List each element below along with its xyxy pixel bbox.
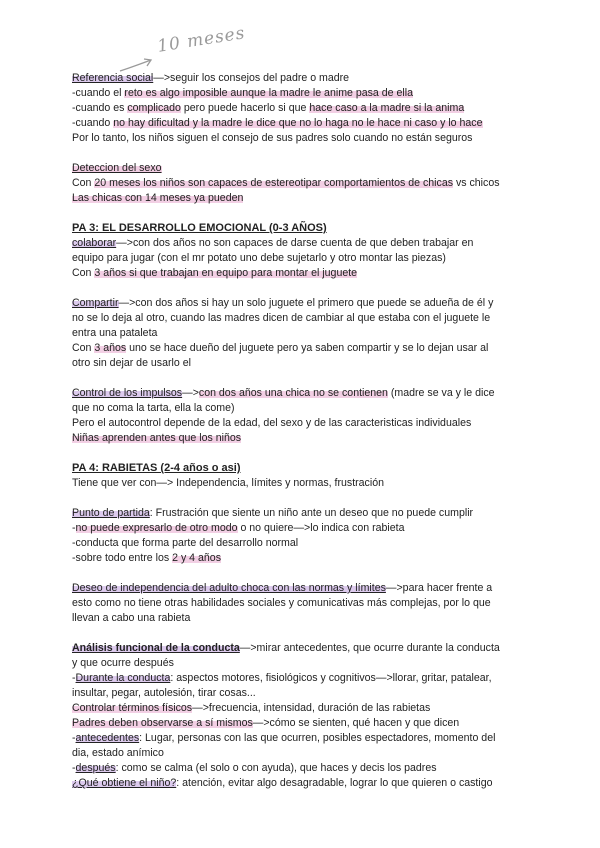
text-line: llevan a cabo una rabieta <box>72 612 191 624</box>
text-line: Tiene que ver con—> Independencia, límites y normas, frustración <box>72 477 384 489</box>
term-deseo-independencia: Deseo de independencia del adulto choca con las normas y límites <box>72 582 386 594</box>
text-line: -conducta que forma parte del desarrollo normal <box>72 537 299 549</box>
highlight: Controlar términos físicos <box>72 702 193 714</box>
highlight: hace caso a la madre si la anima <box>309 102 465 114</box>
text-line: -cuando no hay dificultad y la madre le dice que no lo haga no le hace ni caso y lo hace <box>72 117 483 129</box>
text-line: Control de los impulsos—>con dos años una chica no se contienen (madre se va y le dice <box>72 387 495 399</box>
term-punto-partida: Punto de partida <box>72 507 150 519</box>
highlight: 3 años <box>94 342 127 354</box>
text-line: Por lo tanto, los niños siguen el consejo de sus padres solo cuando no están seguros <box>72 132 473 144</box>
highlight: no hay dificultad y la madre le dice que no lo haga no le hace ni caso y lo hace <box>113 117 483 129</box>
text-line: Controlar términos físicos—>frecuencia, intensidad, duración de las rabietas <box>72 702 431 714</box>
text-line: -cuando el reto es algo imposible aunque la madre le anime pasa de ella <box>72 87 413 99</box>
highlight: Niñas aprenden antes que los niños <box>72 432 242 444</box>
text-line: Deseo de independencia del adulto choca con las normas y límites—>para hacer frente a <box>72 582 493 594</box>
text-line: -Durante la conducta: aspectos motores, fisiológicos y cognitivos—>llorar, gritar, patalear, <box>72 672 492 684</box>
term-control-impulsos: Control de los impulsos <box>72 387 183 399</box>
text-line: Compartir—>con dos años si hay un solo juguete el primero que puede se adueña de él y <box>72 297 494 309</box>
highlight: Padres deben observarse a sí mismos <box>72 717 253 729</box>
text-line: equipo para jugar (con el mr potato uno debe sujetarlo y otro montar las piezas) <box>72 252 446 264</box>
text-line: insultar, pegar, autolesión, tirar cosas... <box>72 687 256 699</box>
text-line: ¿Qué obtiene el niño?: atención, evitar algo desagradable, lograr lo que quieren o castigo <box>72 777 493 789</box>
text-line: -cuando es complicado pero puede hacerlo si que hace caso a la madre si la anima <box>72 102 465 114</box>
text-line <box>72 191 532 206</box>
highlight: 2 y 4 años <box>172 552 221 564</box>
section-heading-pa3: PA 3: EL DESARROLLO EMOCIONAL (0-3 AÑOS) <box>72 222 327 234</box>
highlight: no puede expresarlo de otro modo <box>75 522 238 534</box>
handwritten-note: 10 meses <box>155 23 247 57</box>
text-line: -no puede expresarlo de otro modo o no quiere—>lo indica con rabieta <box>72 522 405 534</box>
text-line: -sobre todo entre los 2 y 4 años <box>72 552 221 564</box>
text-line: entra una pataleta <box>72 327 158 339</box>
text-line: -después: como se calma (el solo o con ayuda), que haces y decis los padres <box>72 762 437 774</box>
text-line <box>72 161 532 176</box>
text-line: esto como no tiene otras habilidades sociales y comunicativas más complejas, por lo que <box>72 597 491 609</box>
text-line: y que ocurre después <box>72 657 174 669</box>
text-line: no se lo deja al otro, cuando las madres dicen de cambiar al que estaba con el juguete le <box>72 312 491 324</box>
highlight: complicado <box>127 102 181 114</box>
text-line: -antecedentes: Lugar, personas con las que ocurren, posibles espectadores, momento del <box>72 732 496 744</box>
term-despues: después <box>75 762 116 774</box>
section-heading-pa4: PA 4: RABIETAS (2-4 años o asi) <box>72 462 241 474</box>
term-referencia-social: Referencia social <box>72 72 154 84</box>
term-antecedentes: antecedentes <box>75 732 140 744</box>
text-line: otro sin dejar de usarlo el <box>72 357 191 369</box>
text-line: Con 20 meses los niños son capaces de estereotipar comportamientos de chicas vs chicos <box>72 177 500 189</box>
text-line <box>72 431 532 446</box>
highlight: 3 años si que trabajan en equipo para montar el juguete <box>94 267 358 279</box>
highlight: reto es algo imposible aunque la madre le anime pasa de ella <box>124 87 413 99</box>
text-line: Punto de partida: Frustración que siente un niño ante un deseo que no puede cumplir <box>72 507 474 519</box>
text-line: Pero el autocontrol depende de la edad, del sexo y de las caracteristicas individuales <box>72 417 472 429</box>
text-line: Con 3 años uno se hace dueño del juguete pero ya saben compartir y se lo dejan usar al <box>72 342 489 354</box>
term-deteccion-sexo: Deteccion del sexo <box>72 162 162 174</box>
term-analisis-funcional: Análisis funcional de la conducta <box>72 642 240 654</box>
text-line: que no coma la tarta, ella la come) <box>72 402 235 414</box>
text-line: Referencia social—>seguir los consejos del padre o madre <box>72 72 350 84</box>
text-line: colaborar—>con dos años no son capaces de darse cuenta de que deben trabajar en <box>72 237 474 249</box>
term-compartir: Compartir <box>72 297 119 309</box>
text-line: Padres deben observarse a sí mismos—>cómo se sienten, qué hacen y que dicen <box>72 717 460 729</box>
highlight: 20 meses los niños son capaces de estereotipar comportamientos de chicas <box>94 177 454 189</box>
highlight: con dos años una chica no se contienen <box>198 387 388 399</box>
document-body <box>72 71 532 791</box>
text-line: Análisis funcional de la conducta—>mirar antecedentes, que ocurre durante la conducta <box>72 642 500 654</box>
text-line: Con 3 años si que trabajan en equipo para montar el juguete <box>72 267 358 279</box>
term-durante-conducta: Durante la conducta <box>75 672 171 684</box>
term-que-obtiene: ¿Qué obtiene el niño? <box>72 777 177 789</box>
highlight: Las chicas con 14 meses ya pueden <box>72 192 244 204</box>
term-colaborar: colaborar <box>72 237 117 249</box>
text-line: dia, estado anímico <box>72 747 164 759</box>
